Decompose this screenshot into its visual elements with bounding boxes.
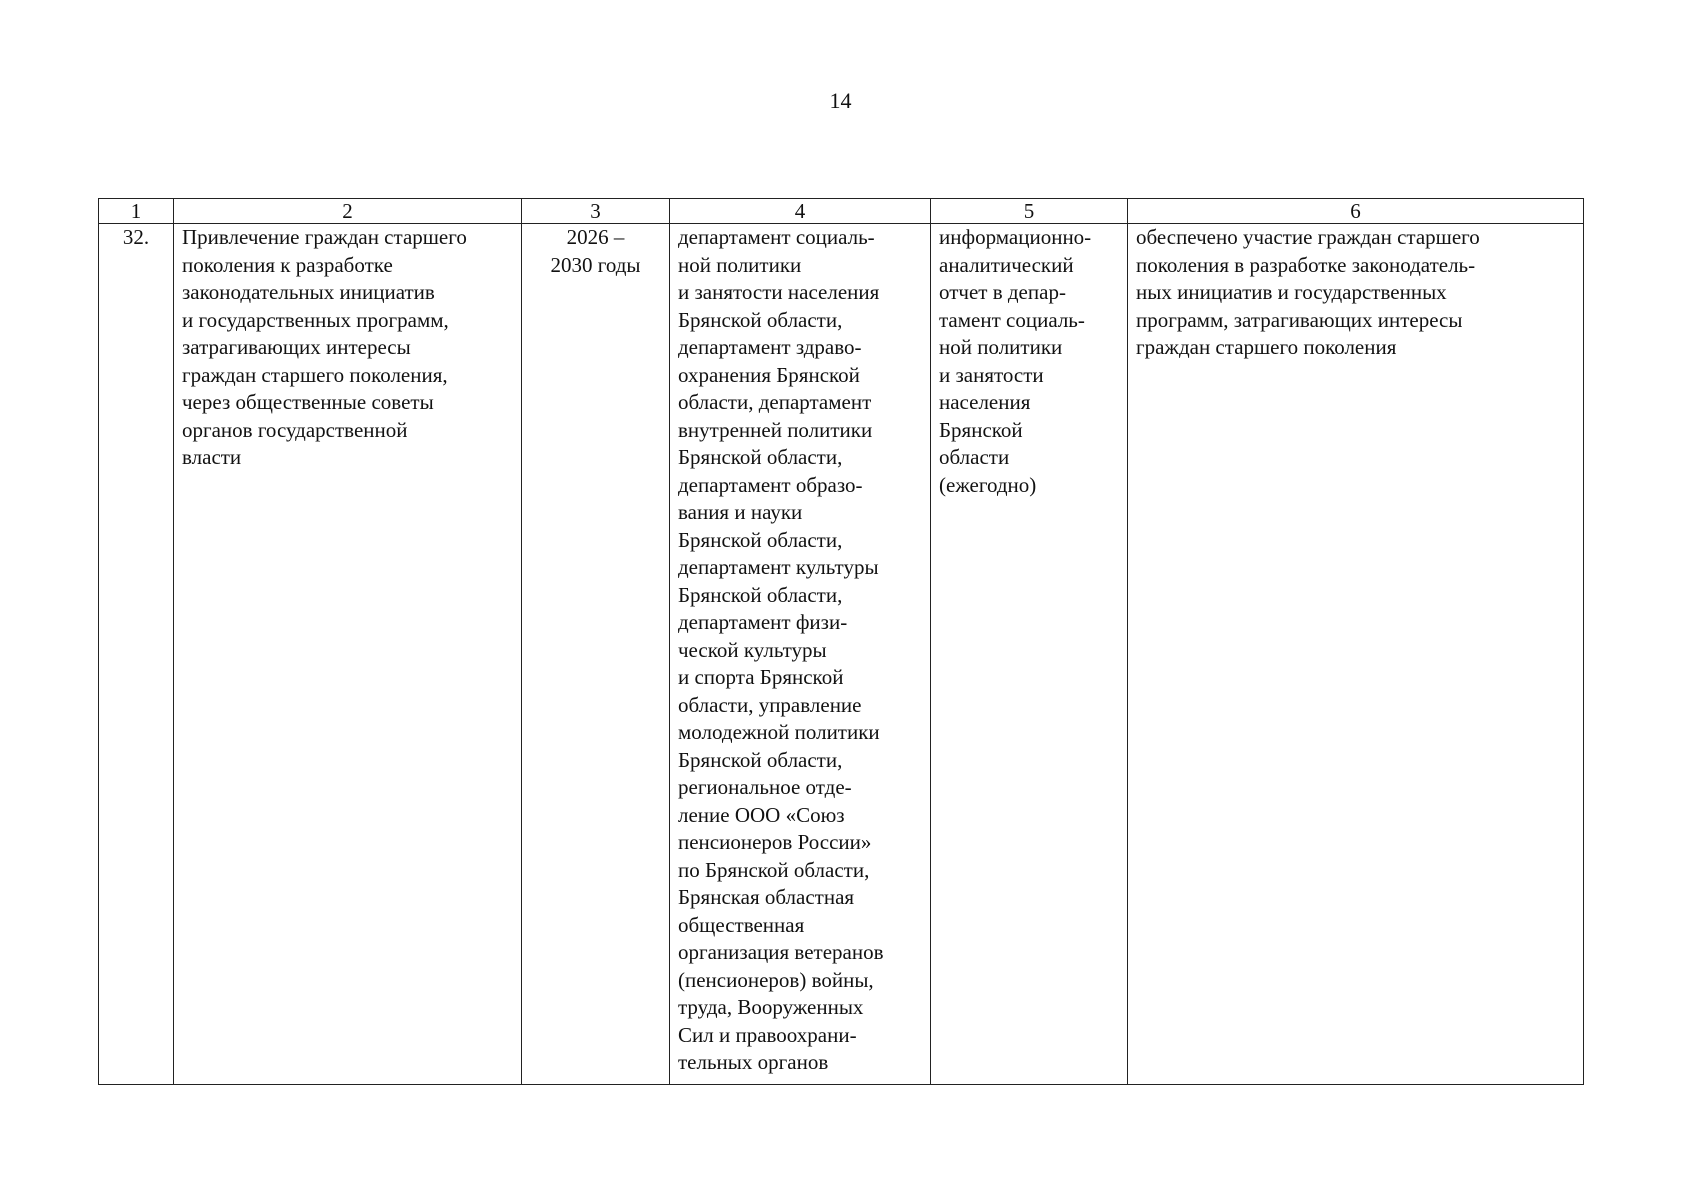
executor-line: региональное отде- bbox=[678, 775, 852, 799]
header-col-6: 6 bbox=[1128, 199, 1584, 224]
reporting-line: (ежегодно) bbox=[939, 472, 1037, 497]
executor-line: Брянской области, bbox=[678, 445, 843, 469]
reporting-line: информационно- bbox=[939, 225, 1092, 249]
reporting-line: тамент социаль- bbox=[939, 307, 1085, 332]
executor-line: вания и науки bbox=[678, 500, 803, 524]
executor-line: организация ветеранов bbox=[678, 940, 884, 964]
executor-line: по Брянской области, bbox=[678, 857, 870, 882]
plan-table bbox=[98, 198, 1584, 1085]
result-cell bbox=[1128, 224, 1584, 1085]
executor-line: Брянской области, bbox=[678, 582, 843, 607]
result-line: программ, затрагивающих интересы bbox=[1136, 307, 1463, 332]
executors-cell bbox=[670, 224, 931, 1085]
reporting-line: и занятости bbox=[939, 362, 1044, 387]
executor-line: департамент физи- bbox=[678, 610, 848, 634]
measure-line: затрагивающих интересы bbox=[182, 335, 411, 359]
executor-line: департамент социаль- bbox=[678, 225, 875, 249]
row-number: 32. bbox=[122, 225, 150, 249]
executor-line: Брянская областная bbox=[678, 885, 855, 909]
table-header bbox=[99, 199, 1584, 224]
executor-line: департамент образо- bbox=[678, 472, 863, 497]
reporting-line: Брянской bbox=[939, 417, 1023, 442]
measure-line: законодательных инициатив bbox=[182, 280, 435, 304]
result-line: граждан старшего поколения bbox=[1136, 335, 1397, 359]
period-line: 2026 – bbox=[566, 225, 625, 249]
header-col-2: 2 bbox=[174, 199, 522, 224]
measure-line: граждан старшего поколения, bbox=[182, 362, 448, 387]
row-number-cell bbox=[99, 224, 174, 1085]
measure-line: и государственных программ, bbox=[182, 307, 449, 332]
executor-line: области, управление bbox=[678, 692, 862, 717]
result-line: обеспечено участие граждан старшего bbox=[1136, 225, 1480, 249]
executor-line: и занятости населения bbox=[678, 280, 880, 304]
period-line: 2030 годы bbox=[550, 252, 641, 277]
executor-line: и спорта Брянской bbox=[678, 665, 844, 689]
executor-line: внутренней политики bbox=[678, 417, 873, 442]
result-line: ных инициатив и государственных bbox=[1136, 280, 1447, 304]
executor-line: департамент здраво- bbox=[678, 335, 862, 359]
header-col-5: 5 bbox=[931, 199, 1128, 224]
executor-line: ной политики bbox=[678, 252, 802, 277]
measure-line: поколения к разработке bbox=[182, 252, 393, 277]
table-row bbox=[99, 224, 1584, 1085]
reporting-cell bbox=[931, 224, 1128, 1085]
executor-line: Сил и правоохрани- bbox=[678, 1022, 857, 1047]
measure-line: власти bbox=[182, 445, 242, 469]
header-row bbox=[99, 199, 1584, 224]
executor-line: области, департамент bbox=[678, 390, 872, 414]
executor-line: (пенсионеров) войны, bbox=[678, 967, 874, 992]
reporting-line: отчет в депар- bbox=[939, 280, 1066, 304]
executor-line: Брянской области, bbox=[678, 527, 843, 552]
executor-line: молодежной политики bbox=[678, 720, 880, 744]
executor-line: пенсионеров России» bbox=[678, 830, 872, 854]
measure-line: органов государственной bbox=[182, 417, 408, 442]
period-cell bbox=[522, 224, 670, 1085]
executor-line: ление ООО «Союз bbox=[678, 802, 845, 827]
reporting-line: аналитический bbox=[939, 252, 1074, 277]
reporting-line: населения bbox=[939, 390, 1031, 414]
executor-line: Брянской области, bbox=[678, 747, 843, 772]
reporting-line: ной политики bbox=[939, 335, 1063, 359]
executor-line: департамент культуры bbox=[678, 555, 879, 579]
executor-line: труда, Вооруженных bbox=[678, 995, 864, 1019]
result-line: поколения в разработке законодатель- bbox=[1136, 252, 1476, 277]
executor-line: общественная bbox=[678, 912, 805, 937]
executor-line: Брянской области, bbox=[678, 307, 843, 332]
page-number: 14 bbox=[829, 88, 852, 113]
measure-cell bbox=[174, 224, 522, 1085]
measure-line: Привлечение граждан старшего bbox=[182, 225, 467, 249]
header-col-1: 1 bbox=[99, 199, 174, 224]
executor-line: тельных органов bbox=[678, 1050, 829, 1074]
reporting-line: области bbox=[939, 445, 1010, 469]
header-col-3: 3 bbox=[522, 199, 670, 224]
header-col-4: 4 bbox=[670, 199, 931, 224]
executor-line: охранения Брянской bbox=[678, 362, 860, 387]
measure-line: через общественные советы bbox=[182, 390, 434, 414]
executor-line: ческой культуры bbox=[678, 637, 827, 662]
